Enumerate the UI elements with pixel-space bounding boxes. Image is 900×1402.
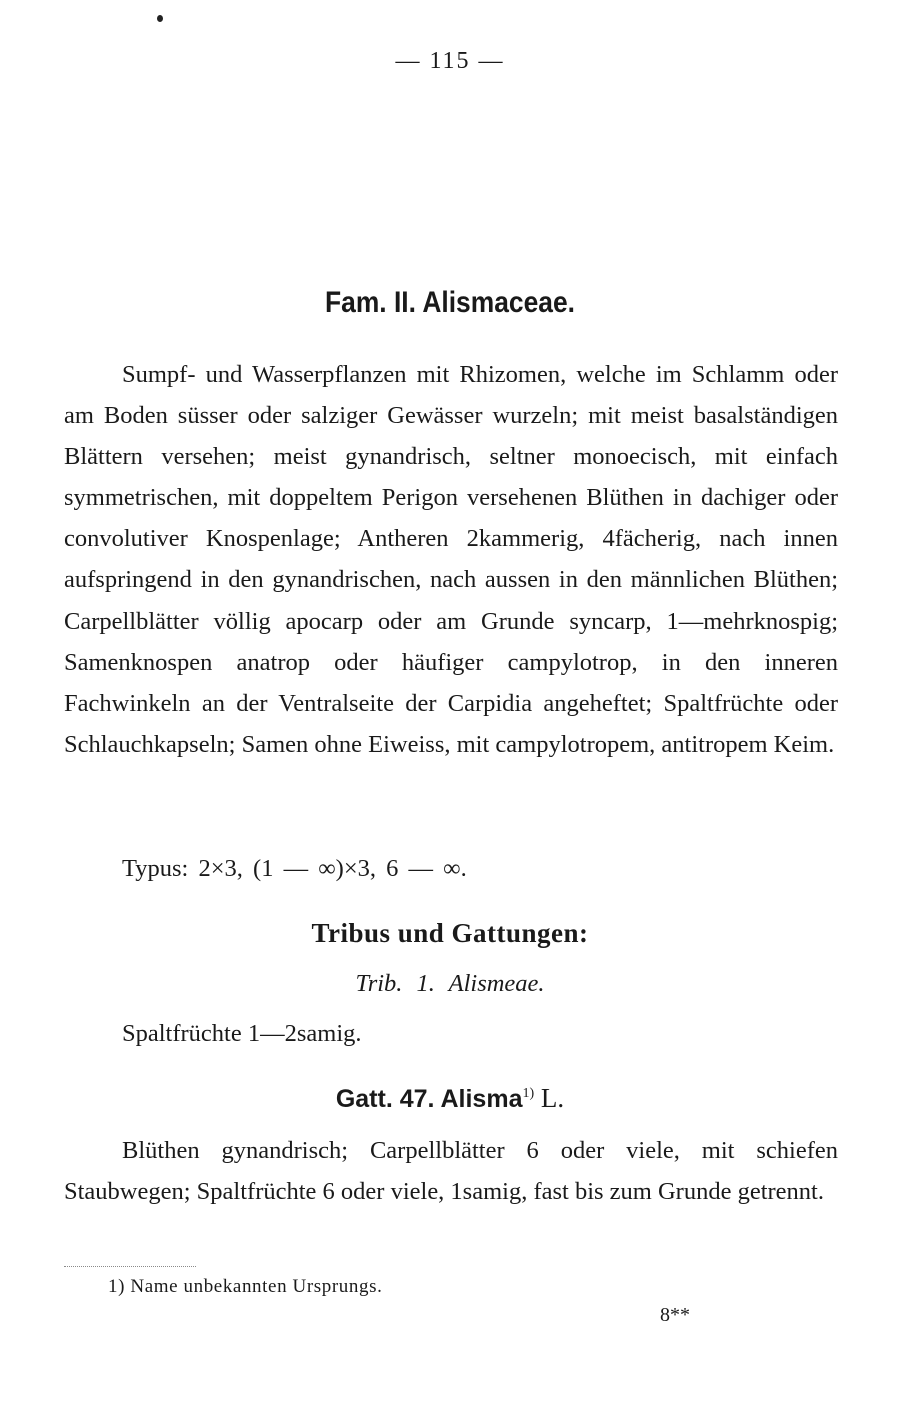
footnote: 1) Name unbekannten Ursprungs. <box>108 1276 383 1297</box>
footnote-marker: 1) <box>522 1086 535 1101</box>
tribe-description: Spaltfrüchte 1—2samig. <box>122 1020 362 1047</box>
family-heading: Fam. II. Alismaceae. <box>325 286 575 319</box>
genus-name: Gatt. 47. Alisma <box>335 1085 523 1113</box>
signature-mark: 8** <box>660 1304 690 1326</box>
genus-author: L. <box>540 1083 565 1113</box>
genus-description: Blüthen gynandrisch; Carpellblätter 6 oder viele, mit schiefen Staubwegen; Spaltfrüchte 6 oder viele, 1samig, fast bis zum Grunde getrennt. <box>64 1137 838 1206</box>
ink-speck <box>157 15 163 22</box>
family-description: Sumpf- und Wasserpflanzen mit Rhizomen, welche im Schlamm oder am Boden süsser oder salziger Gewässer wurzeln; mit meist basalständigen Blättern versehen; meist gynandrisch, seltner monoecisch, mit einfach symmetrischen, mit doppeltem Perigon versehenen Blüthen in dachiger oder convolutiver Knospenlage; Antheren 2kammerig, 4fächerig, nach innen aufspringend in den gynandrischen, nach aussen in den männlichen Blüthen; Carpellblätter völlig apocarp oder am Grunde syncarp, 1—mehrknospig; Samenknospen anatrop oder häufiger campylotrop, in den inneren Fachwinkeln an der Ventralseite der Carpidia angeheftet; Spaltfrüchte oder Schlauchkapseln; Samen ohne Eiweiss, mit campylotropem, antitropem Keim. <box>64 361 838 758</box>
typus-formula: Typus: 2×3, (1 — ∞)×3, 6 — ∞. <box>122 855 467 882</box>
tribus-heading: Tribus und Gattungen: <box>311 918 589 948</box>
tribe-heading: Trib. 1. Alismeae. <box>355 970 545 997</box>
genus-heading <box>0 1083 900 1114</box>
footnote-divider <box>64 1266 196 1267</box>
page-number: — 115 — <box>395 48 505 74</box>
